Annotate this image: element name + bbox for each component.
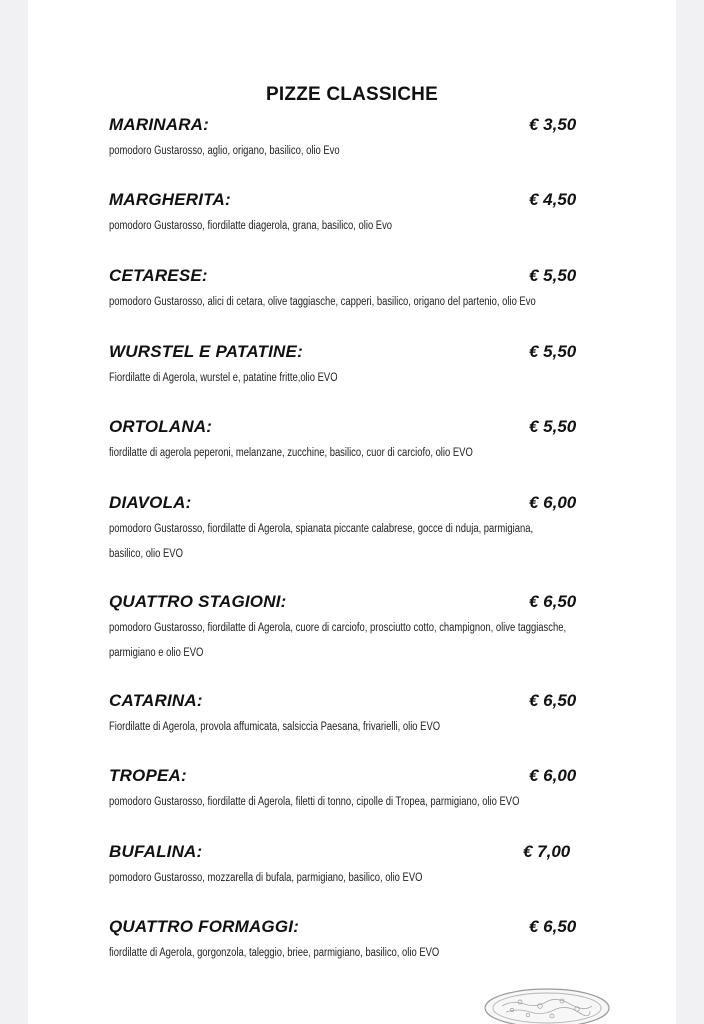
item-description: Fiordilatte di Agerola, provola affumicata, salsiccia Paesana, frivarielli, olio EVO	[109, 721, 441, 733]
item-description: fiordilatte di agerola peperoni, melanzane, zucchine, basilico, cuor di carciofo, olio EVO	[109, 447, 473, 459]
item-price: € 5,50	[529, 417, 577, 436]
item-price: € 5,50	[529, 266, 577, 285]
item-price: € 6,00	[529, 493, 577, 512]
item-name: TROPEA:	[109, 766, 187, 785]
menu-page	[28, 0, 676, 1024]
item-description: pomodoro Gustarosso, fiordilatte di Agerola, cuore di carciofo, prosciutto cotto, champignon, olive taggiasche, parmigiano e olio EVO	[109, 622, 567, 659]
item-description: pomodoro Gustarosso, alici di cetara, olive taggiasche, capperi, basilico, origano del partenio, olio Evo	[109, 296, 536, 308]
item-price: € 6,50	[529, 917, 577, 936]
item-description: fiordilatte di Agerola, gorgonzola, taleggio, briee, parmigiano, basilico, olio EVO	[109, 947, 440, 959]
item-price: € 7,00	[523, 842, 571, 861]
item-description: pomodoro Gustarosso, fiordilatte diagerola, grana, basilico, olio Evo	[109, 220, 393, 232]
item-description: Fiordilatte di Agerola, wurstel e, patatine fritte,olio EVO	[109, 372, 338, 384]
item-name: QUATTRO STAGIONI:	[109, 592, 287, 611]
item-name: BUFALINA:	[109, 842, 203, 861]
item-name: MARGHERITA:	[109, 190, 231, 209]
item-description: pomodoro Gustarosso, mozzarella di bufala, parmigiano, basilico, olio EVO	[109, 872, 423, 884]
item-name: DIAVOLA:	[109, 493, 192, 512]
item-description: pomodoro Gustarosso, fiordilatte di Agerola, filetti di tonno, cipolle di Tropea, parmigiano, olio EVO	[109, 796, 520, 808]
item-name: CETARESE:	[109, 266, 208, 285]
item-price: € 6,00	[529, 766, 577, 785]
item-price: € 4,50	[529, 190, 577, 209]
item-name: WURSTEL E PATATINE:	[109, 342, 303, 361]
item-price: € 3,50	[529, 115, 577, 134]
item-price: € 6,50	[529, 691, 577, 710]
item-name: CATARINA:	[109, 691, 203, 710]
menu-title: PIZZE CLASSICHE	[266, 84, 438, 105]
pizza-icon	[482, 984, 612, 1024]
item-description: pomodoro Gustarosso, aglio, origano, basilico, olio Evo	[109, 145, 340, 157]
item-name: ORTOLANA:	[109, 417, 213, 436]
item-price: € 5,50	[529, 342, 577, 361]
item-price: € 6,50	[529, 592, 577, 611]
item-name: MARINARA:	[109, 115, 210, 134]
item-description: pomodoro Gustarosso, fiordilatte di Agerola, spianata piccante calabrese, gocce di nduja, parmigiana, basilico, olio EVO	[109, 523, 534, 560]
item-name: QUATTRO FORMAGGI:	[109, 917, 300, 936]
